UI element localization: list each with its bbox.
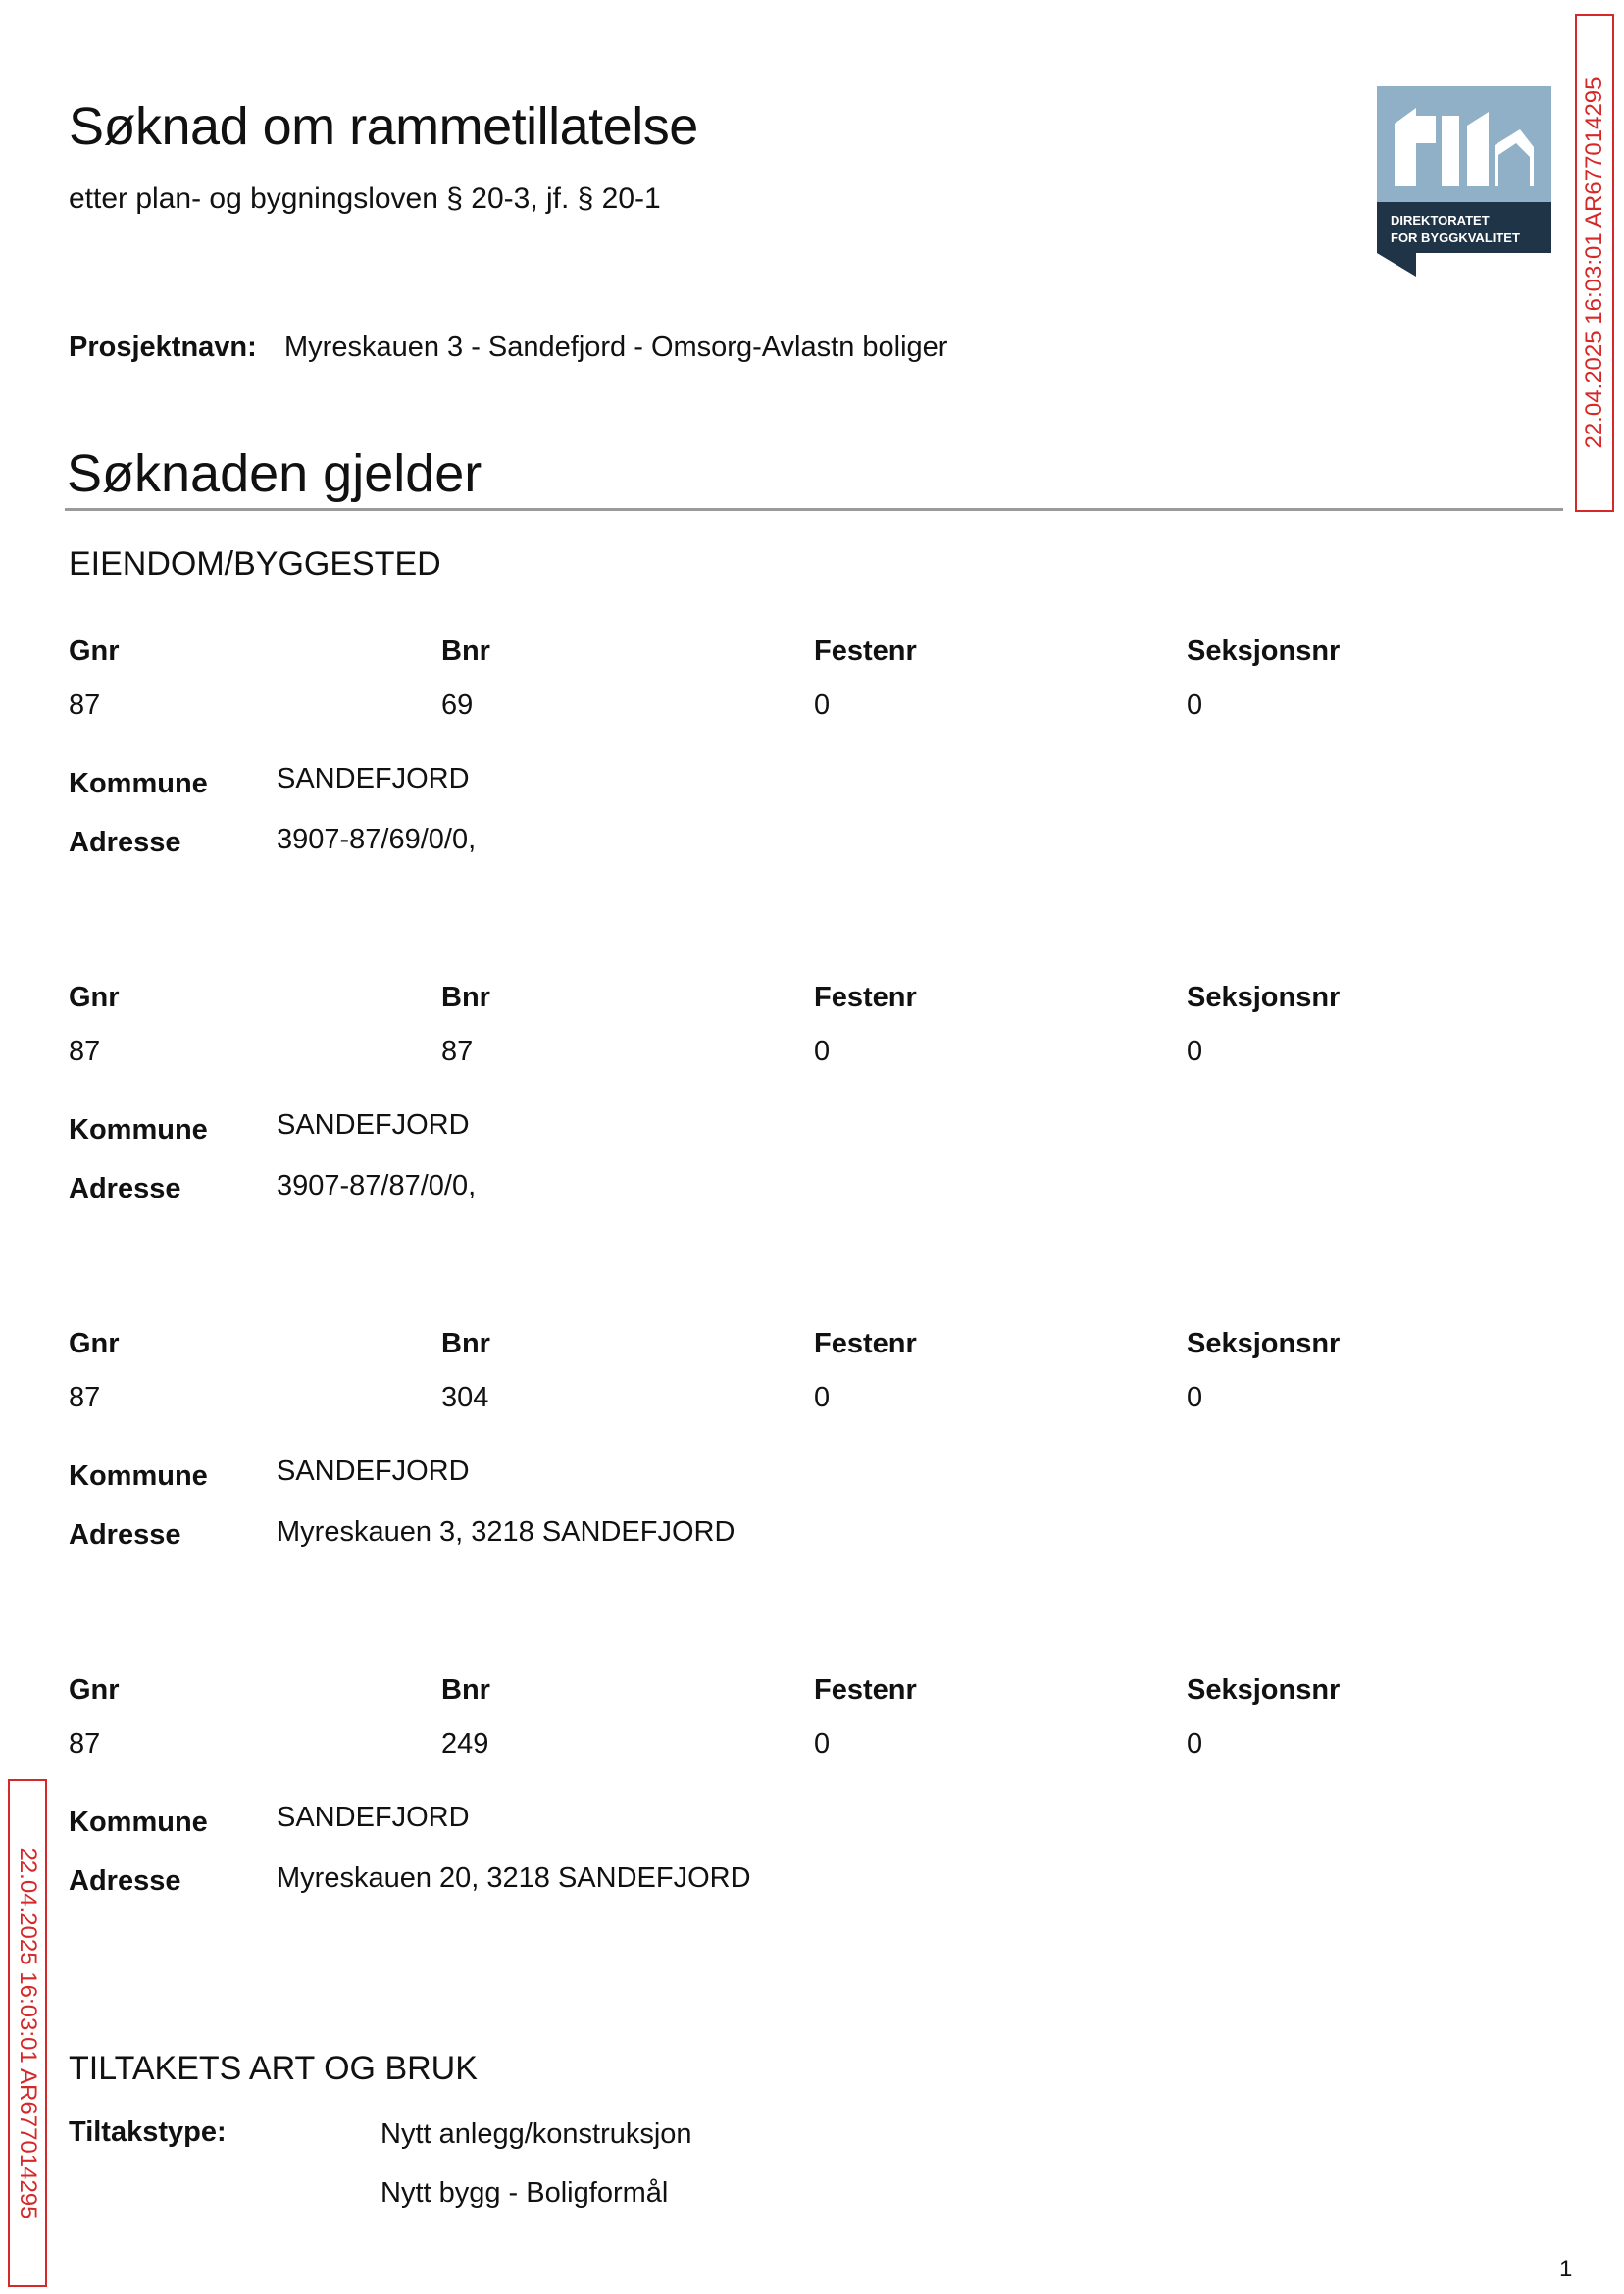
adresse-label: Adresse <box>69 1519 181 1551</box>
gnr-label: Gnr <box>69 982 120 1013</box>
tiltakstype-label: Tiltakstype: <box>69 2116 227 2148</box>
bnr-label: Bnr <box>441 1674 490 1706</box>
seksjonsnr-label: Seksjonsnr <box>1187 1328 1341 1359</box>
eiendom-heading: EIENDOM/BYGGESTED <box>69 545 441 583</box>
seksjonsnr-value: 0 <box>1187 1382 1203 1413</box>
kommune-label: Kommune <box>69 768 208 799</box>
adresse-value: Myreskauen 20, 3218 SANDEFJORD <box>277 1862 751 1894</box>
seksjonsnr-label: Seksjonsnr <box>1187 1674 1341 1706</box>
festenr-label: Festenr <box>814 1328 917 1359</box>
property-block <box>69 1674 1344 1929</box>
archive-stamp-text: 22.04.2025 16:03:01 AR677014295 <box>1581 76 1607 449</box>
adresse-label: Adresse <box>69 1173 181 1204</box>
adresse-value: 3907-87/87/0/0, <box>277 1170 477 1201</box>
project-name-value: Myreskauen 3 - Sandefjord - Omsorg-Avlastn boliger <box>284 331 948 363</box>
festenr-value: 0 <box>814 1382 831 1413</box>
document-subtitle: etter plan- og bygningsloven § 20-3, jf. § 20-1 <box>69 182 661 215</box>
seksjonsnr-label: Seksjonsnr <box>1187 982 1341 1013</box>
tiltakstype-value: Nytt bygg - Boligformål <box>381 2177 669 2209</box>
kommune-value: SANDEFJORD <box>277 1802 470 1833</box>
festenr-value: 0 <box>814 1728 831 1759</box>
seksjonsnr-value: 0 <box>1187 1728 1203 1759</box>
adresse-value: 3907-87/69/0/0, <box>277 824 477 855</box>
gnr-label: Gnr <box>69 1674 120 1706</box>
gnr-label: Gnr <box>69 636 120 667</box>
kommune-label: Kommune <box>69 1460 208 1492</box>
kommune-label: Kommune <box>69 1807 208 1838</box>
gnr-value: 87 <box>69 1036 101 1067</box>
bnr-value: 69 <box>441 689 474 721</box>
property-block <box>69 636 1344 891</box>
section-title: Søknaden gjelder <box>67 444 482 503</box>
seksjonsnr-value: 0 <box>1187 689 1203 721</box>
bnr-label: Bnr <box>441 636 490 667</box>
festenr-value: 0 <box>814 1036 831 1067</box>
bnr-value: 304 <box>441 1382 489 1413</box>
property-block <box>69 982 1344 1237</box>
kommune-value: SANDEFJORD <box>277 1109 470 1141</box>
bnr-value: 87 <box>441 1036 474 1067</box>
section-divider <box>65 508 1563 511</box>
tiltakstype-value: Nytt anlegg/konstruksjon <box>381 2118 692 2150</box>
archive-stamp-top <box>1575 14 1614 512</box>
festenr-label: Festenr <box>814 636 917 667</box>
tiltak-heading: TILTAKETS ART OG BRUK <box>69 2050 478 2087</box>
archive-stamp-text: 22.04.2025 16:03:01 AR677014295 <box>15 1847 41 2219</box>
logo-text-line2: FOR BYGGKVALITET <box>1391 230 1520 245</box>
gnr-value: 87 <box>69 689 101 721</box>
adresse-label: Adresse <box>69 827 181 858</box>
kommune-value: SANDEFJORD <box>277 1455 470 1487</box>
seksjonsnr-value: 0 <box>1187 1036 1203 1067</box>
document-title: Søknad om rammetillatelse <box>69 97 698 156</box>
kommune-label: Kommune <box>69 1114 208 1146</box>
adresse-label: Adresse <box>69 1865 181 1897</box>
project-name-label: Prosjektnavn: <box>69 331 257 363</box>
festenr-label: Festenr <box>814 1674 917 1706</box>
bnr-label: Bnr <box>441 982 490 1013</box>
gnr-value: 87 <box>69 1382 101 1413</box>
property-block <box>69 1328 1344 1583</box>
seksjonsnr-label: Seksjonsnr <box>1187 636 1341 667</box>
page-number: 1 <box>1559 2256 1573 2282</box>
festenr-value: 0 <box>814 689 831 721</box>
bnr-label: Bnr <box>441 1328 490 1359</box>
gnr-label: Gnr <box>69 1328 120 1359</box>
dibk-logo <box>1377 86 1551 277</box>
logo-text-line1: DIREKTORATET <box>1391 213 1490 228</box>
adresse-value: Myreskauen 3, 3218 SANDEFJORD <box>277 1516 736 1548</box>
festenr-label: Festenr <box>814 982 917 1013</box>
gnr-value: 87 <box>69 1728 101 1759</box>
archive-stamp-bottom <box>8 1779 47 2287</box>
bnr-value: 249 <box>441 1728 489 1759</box>
kommune-value: SANDEFJORD <box>277 763 470 794</box>
